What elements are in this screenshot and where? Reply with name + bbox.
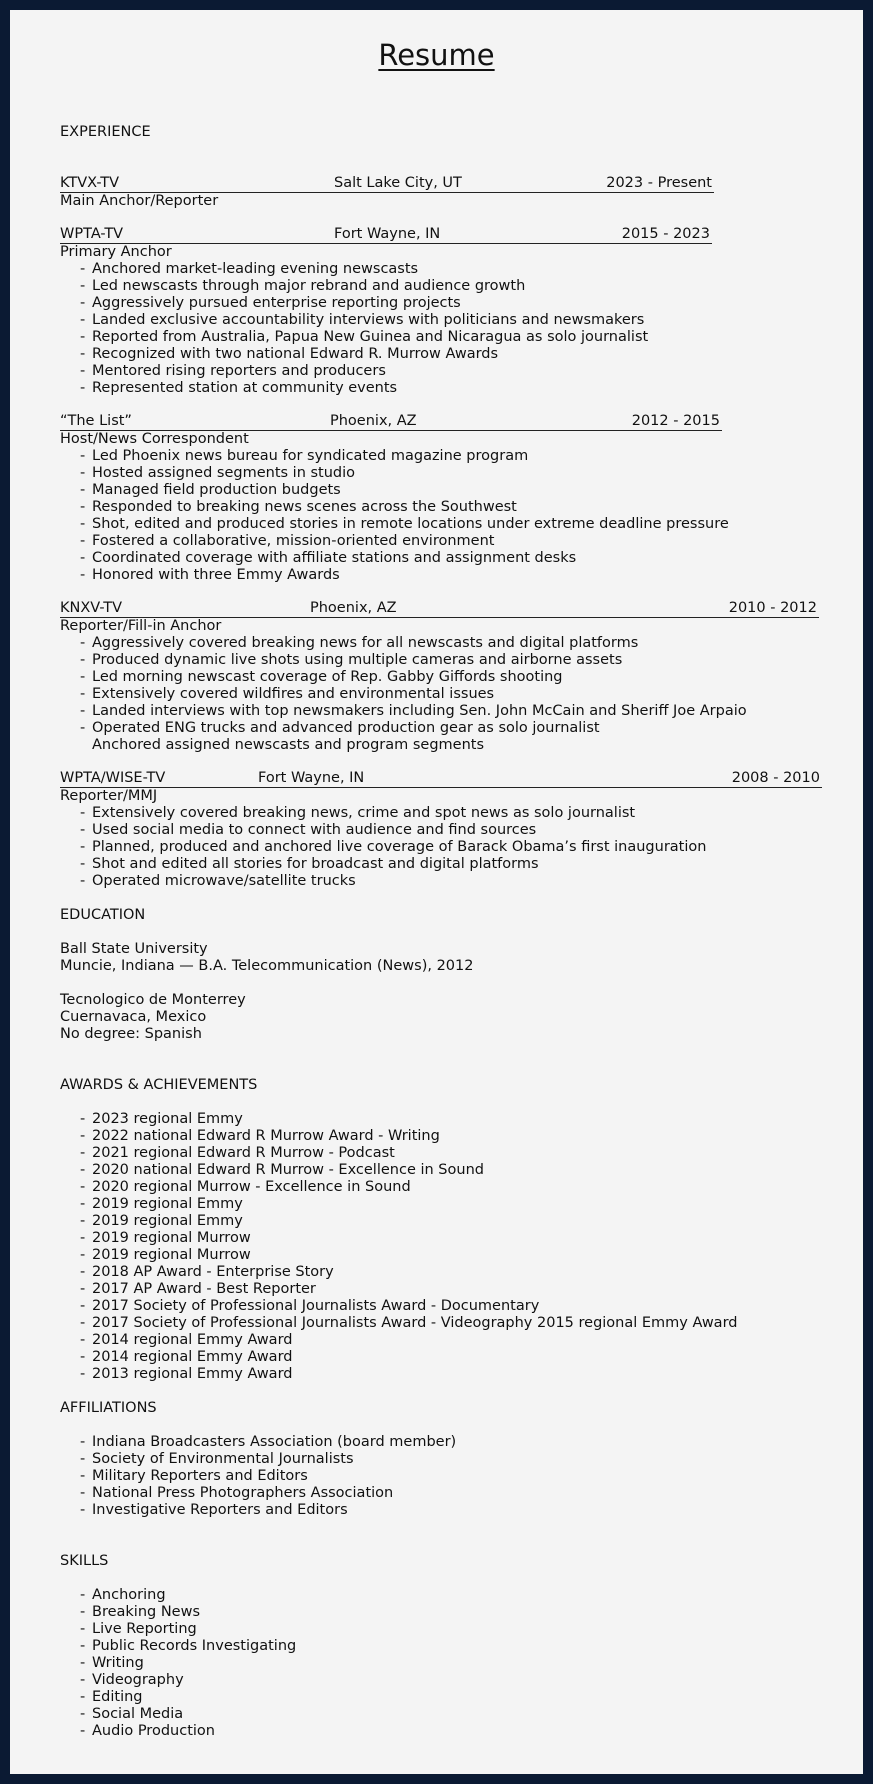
list-item: - Landed exclusive accountability interviews with politicians and newsmakers — [80, 312, 648, 329]
list-item: - Society of Environmental Journalists — [80, 1451, 456, 1468]
school-name: Tecnologico de Monterrey — [60, 992, 246, 1008]
list-item: - 2014 regional Emmy Award — [80, 1349, 737, 1366]
job-station: WPTA/WISE-TV — [60, 770, 166, 786]
list-item: - Operated microwave/satellite trucks — [80, 873, 706, 890]
list-item: - 2013 regional Emmy Award — [80, 1366, 737, 1383]
list-item: - Extensively covered breaking news, crime and spot news as solo journalist — [80, 805, 706, 822]
job-station: WPTA-TV — [60, 226, 124, 242]
list-item: - Anchoring — [80, 1587, 296, 1604]
job-header-wpta-wise — [60, 770, 822, 788]
awards-list — [80, 1111, 737, 1383]
list-item: - Fostered a collaborative, mission-oriented environment — [80, 533, 729, 550]
list-item: - 2014 regional Emmy Award — [80, 1332, 737, 1349]
list-item: - Led morning newscast coverage of Rep. Gabby Giffords shooting — [80, 669, 747, 686]
list-item: - Used social media to connect with audience and find sources — [80, 822, 706, 839]
job-role: Host/News Correspondent — [60, 431, 249, 447]
list-item: - Anchored market-leading evening newscasts — [80, 261, 648, 278]
list-item: - Extensively covered wildfires and environmental issues — [80, 686, 747, 703]
skills-heading: SKILLS — [60, 1553, 109, 1569]
list-item: - Recognized with two national Edward R. Murrow Awards — [80, 346, 648, 363]
job-dates: 2008 - 2010 — [731, 770, 820, 786]
list-item: - Shot, edited and produced stories in remote locations under extreme deadline pressure — [80, 516, 729, 533]
list-item: - Public Records Investigating — [80, 1638, 296, 1655]
list-item: - Managed field production budgets — [80, 482, 729, 499]
job-header-ktvx — [60, 175, 714, 193]
skills-list — [80, 1587, 296, 1740]
list-item: - 2020 regional Murrow - Excellence in Sound — [80, 1179, 737, 1196]
list-item: - Audio Production — [80, 1723, 296, 1740]
list-item: - Operated ENG trucks and advanced production gear as solo journalist — [80, 720, 747, 737]
job-location: Phoenix, AZ — [310, 600, 397, 616]
list-item: - Coordinated coverage with affiliate stations and assignment desks — [80, 550, 729, 567]
affiliations-heading: AFFILIATIONS — [60, 1400, 157, 1416]
list-item: - Social Media — [80, 1706, 296, 1723]
list-item: - 2018 AP Award - Enterprise Story — [80, 1264, 737, 1281]
list-item: - Planned, produced and anchored live coverage of Barack Obama’s first inauguration — [80, 839, 706, 856]
list-item: - Live Reporting — [80, 1621, 296, 1638]
list-item: - 2017 Society of Professional Journalists Award - Documentary — [80, 1298, 737, 1315]
experience-heading: EXPERIENCE — [60, 124, 151, 140]
list-item: - Videography — [80, 1672, 296, 1689]
list-item: - Responded to breaking news scenes across the Southwest — [80, 499, 729, 516]
job-location: Fort Wayne, IN — [258, 770, 365, 786]
job-header-knxv — [60, 600, 819, 618]
list-item: - Hosted assigned segments in studio — [80, 465, 729, 482]
job-location: Phoenix, AZ — [330, 413, 417, 429]
job-station: “The List” — [60, 413, 132, 429]
list-item: Anchored assigned newscasts and program segments — [92, 737, 485, 753]
list-item: - Shot and edited all stories for broadcast and digital platforms — [80, 856, 706, 873]
list-item: - Indiana Broadcasters Association (board member) — [80, 1434, 456, 1451]
job-bullets-wpta-wise — [80, 805, 706, 890]
job-dates: 2023 - Present — [606, 175, 712, 191]
job-dates: 2015 - 2023 — [621, 226, 710, 242]
list-item: - Led Phoenix news bureau for syndicated magazine program — [80, 448, 729, 465]
list-item: - Editing — [80, 1689, 296, 1706]
list-item: - 2019 regional Murrow — [80, 1247, 737, 1264]
job-location: Fort Wayne, IN — [334, 226, 441, 242]
school-detail: No degree: Spanish — [60, 1026, 202, 1042]
list-item: - Aggressively pursued enterprise reporting projects — [80, 295, 648, 312]
job-role: Reporter/Fill-in Anchor — [60, 618, 222, 634]
job-dates: 2010 - 2012 — [728, 600, 817, 616]
awards-heading: AWARDS & ACHIEVEMENTS — [60, 1077, 258, 1093]
list-item: - Represented station at community events — [80, 380, 648, 397]
job-station: KTVX-TV — [60, 175, 120, 191]
job-location: Salt Lake City, UT — [334, 175, 462, 191]
school-name: Ball State University — [60, 941, 208, 957]
list-item: - Writing — [80, 1655, 296, 1672]
education-heading: EDUCATION — [60, 907, 146, 923]
list-item: - 2017 AP Award - Best Reporter — [80, 1281, 737, 1298]
job-bullets-the-list — [80, 448, 729, 584]
list-item: - Investigative Reporters and Editors — [80, 1502, 456, 1519]
list-item: - 2023 regional Emmy — [80, 1111, 737, 1128]
list-item: - Landed interviews with top newsmakers including Sen. John McCain and Sheriff Joe Arpaio — [80, 703, 747, 720]
page-title: Resume — [378, 38, 495, 72]
job-dates: 2012 - 2015 — [631, 413, 720, 429]
list-item: - 2017 Society of Professional Journalists Award - Videography 2015 regional Emmy Award — [80, 1315, 737, 1332]
list-item: - Mentored rising reporters and producers — [80, 363, 648, 380]
list-item: - Produced dynamic live shots using multiple cameras and airborne assets — [80, 652, 747, 669]
school-detail: Muncie, Indiana — B.A. Telecommunication (News), 2012 — [60, 958, 474, 974]
list-item: - 2019 regional Emmy — [80, 1213, 737, 1230]
list-item: - National Press Photographers Association — [80, 1485, 456, 1502]
list-item: - Aggressively covered breaking news for all newscasts and digital platforms — [80, 635, 747, 652]
resume-page — [10, 10, 863, 1774]
list-item: - 2022 national Edward R Murrow Award - Writing — [80, 1128, 737, 1145]
list-item: - Led newscasts through major rebrand and audience growth — [80, 278, 648, 295]
school-location: Cuernavaca, Mexico — [60, 1009, 207, 1025]
job-header-the-list — [60, 413, 722, 431]
affiliations-list — [80, 1434, 456, 1519]
job-header-wpta — [60, 226, 712, 244]
job-bullets-knxv — [80, 635, 747, 754]
job-role: Primary Anchor — [60, 244, 172, 260]
job-role: Main Anchor/Reporter — [60, 193, 219, 209]
list-item: - 2019 regional Emmy — [80, 1196, 737, 1213]
job-role: Reporter/MMJ — [60, 788, 158, 804]
list-item: - 2020 national Edward R Murrow - Excellence in Sound — [80, 1162, 737, 1179]
list-item: - Reported from Australia, Papua New Guinea and Nicaragua as solo journalist — [80, 329, 648, 346]
list-item: - 2021 regional Edward R Murrow - Podcast — [80, 1145, 737, 1162]
list-item: - Military Reporters and Editors — [80, 1468, 456, 1485]
job-station: KNXV-TV — [60, 600, 123, 616]
list-item: - Breaking News — [80, 1604, 296, 1621]
list-item: - 2019 regional Murrow — [80, 1230, 737, 1247]
job-bullets-wpta — [80, 261, 648, 397]
list-item: - Honored with three Emmy Awards — [80, 567, 729, 584]
